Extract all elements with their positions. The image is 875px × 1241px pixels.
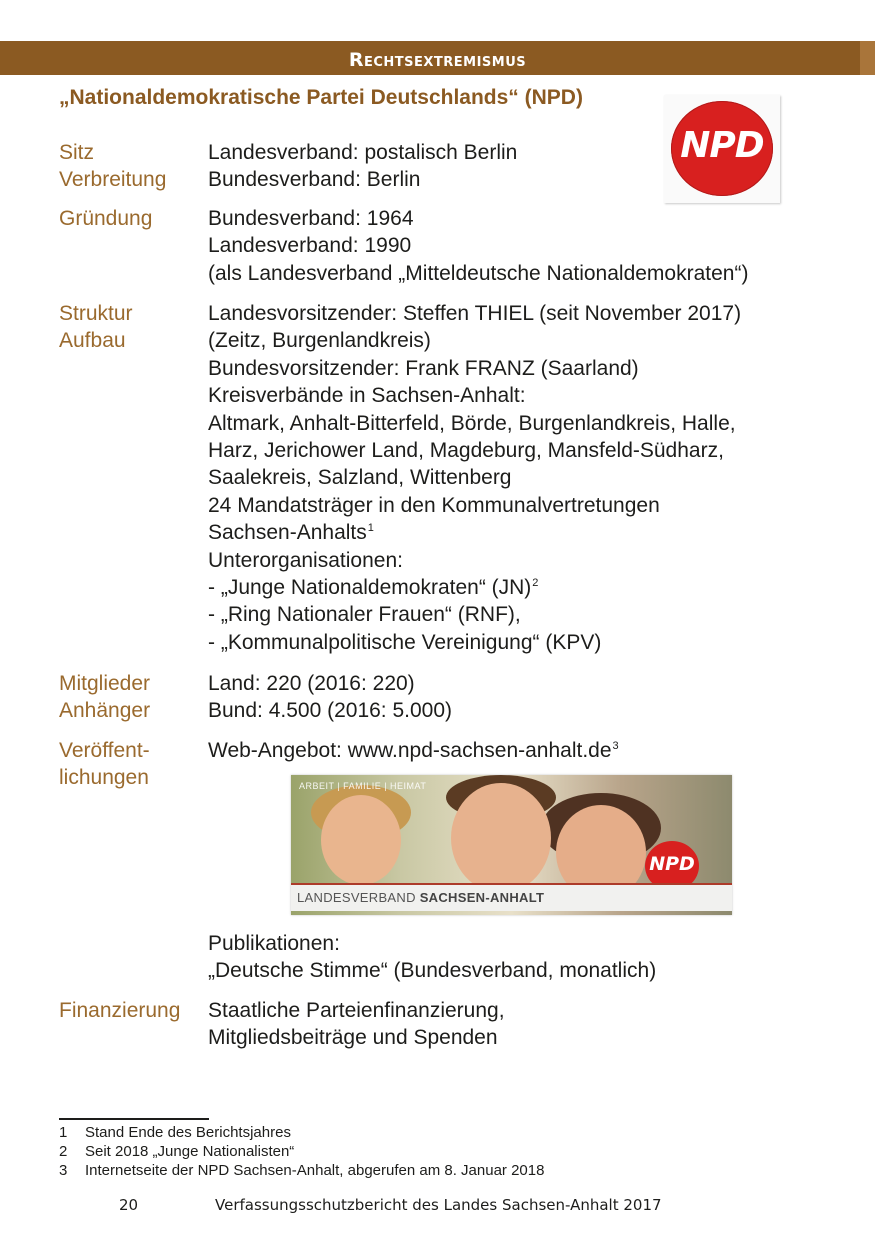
- website-banner-image: [291, 775, 732, 915]
- value-publikationen: Publikationen: „Deutsche Stimme“ (Bundesverband, monatlich): [208, 932, 657, 983]
- jn-line: - „Junge Nationaldemokraten“ (JN)$^2$: [208, 575, 539, 599]
- value-struktur: Landesvorsitzender: Steffen THIEL (seit November 2017) (Zeitz, Burgenlandkreis) Bundesvorsitzender: Frank FRANZ (Saarland) Kreisverbände in Sachsen-Anhalt: Altmark, Anhalt-Bitterfeld, Börde, Burgenlandkreis, Halle, Harz, Jerichower Land, Magdeburg, Mansfeld-Südharz, Saalekreis, Salzland, Wittenberg 24 Mandatsträger in den Kommunalvertretungen Sachsen-Anhalts$^1$ Unterorganisationen: - „Junge Nationaldemokraten“ (JN)$^2$ - „Ring Nationaler Frauen“ (RNF), - „Kommunalpolitische Vereinigung“ (KPV): [208, 302, 742, 654]
- footnote: 2 Seit 2018 „Junge Nationalisten“: [59, 1143, 295, 1160]
- footnote-ref-2: 2: [532, 576, 539, 589]
- footnote-ref-1: 1: [367, 522, 374, 535]
- footnote: 1 Stand Ende des Berichtsjahres: [59, 1124, 291, 1141]
- banner-caption-strip: [291, 883, 732, 911]
- value-finanzierung: Staatliche Parteienfinanzierung, Mitgliedsbeiträge und Spenden: [208, 999, 505, 1050]
- value-web-angebot: Web-Angebot: $www.npd-sachsen-anhalt.de^3$: [208, 739, 619, 762]
- mandate-line: Sachsen-Anhalts$^1$: [208, 521, 374, 545]
- logo-circle: [671, 101, 773, 196]
- label-sitz: Sitz Verbreitung: [59, 141, 167, 192]
- footnote-ref-3: 3: [612, 740, 619, 752]
- banner-figure-face: [321, 795, 401, 885]
- banner-figure-face: [451, 783, 551, 893]
- label-gruendung: Gründung: [59, 207, 153, 230]
- footer-title: Verfassungsschutzbericht des Landes Sachsen-Anhalt 2017: [215, 1196, 662, 1214]
- footnote: 3 Internetseite der NPD Sachsen-Anhalt, abgerufen am 8. Januar 2018: [59, 1162, 545, 1179]
- banner-nav-text: ARBEIT | FAMILIE | HEIMAT: [299, 781, 427, 791]
- banner-npd-logo: NPD: [645, 841, 699, 891]
- label-finanzierung: Finanzierung: [59, 999, 181, 1022]
- label-veroeffentlichungen: Veröffent- lichungen: [59, 739, 150, 790]
- label-struktur: Struktur Aufbau: [59, 302, 133, 353]
- logo-text: NPD: [680, 125, 764, 166]
- value-sitz: Landesverband: postalisch Berlin Bundesverband: Berlin: [208, 141, 518, 192]
- npd-logo: [664, 95, 780, 203]
- section-header-title: Rechtsextremismus: [348, 49, 527, 71]
- banner-caption: LANDESVERBAND SACHSEN-ANHALT: [297, 890, 545, 905]
- page-number: 20: [119, 1196, 139, 1214]
- value-mitglieder: Land: 220 (2016: 220) Bund: 4.500 (2016: 5.000): [208, 672, 453, 723]
- page-title: „Nationaldemokratische Partei Deutschlands“ (NPD): [59, 86, 583, 109]
- label-mitglieder: Mitglieder Anhänger: [59, 672, 151, 723]
- value-gruendung: Bundesverband: 1964 Landesverband: 1990 (als Landesverband „Mitteldeutsche Nationaldemokraten“): [208, 207, 749, 285]
- footnote-divider: [59, 1118, 209, 1120]
